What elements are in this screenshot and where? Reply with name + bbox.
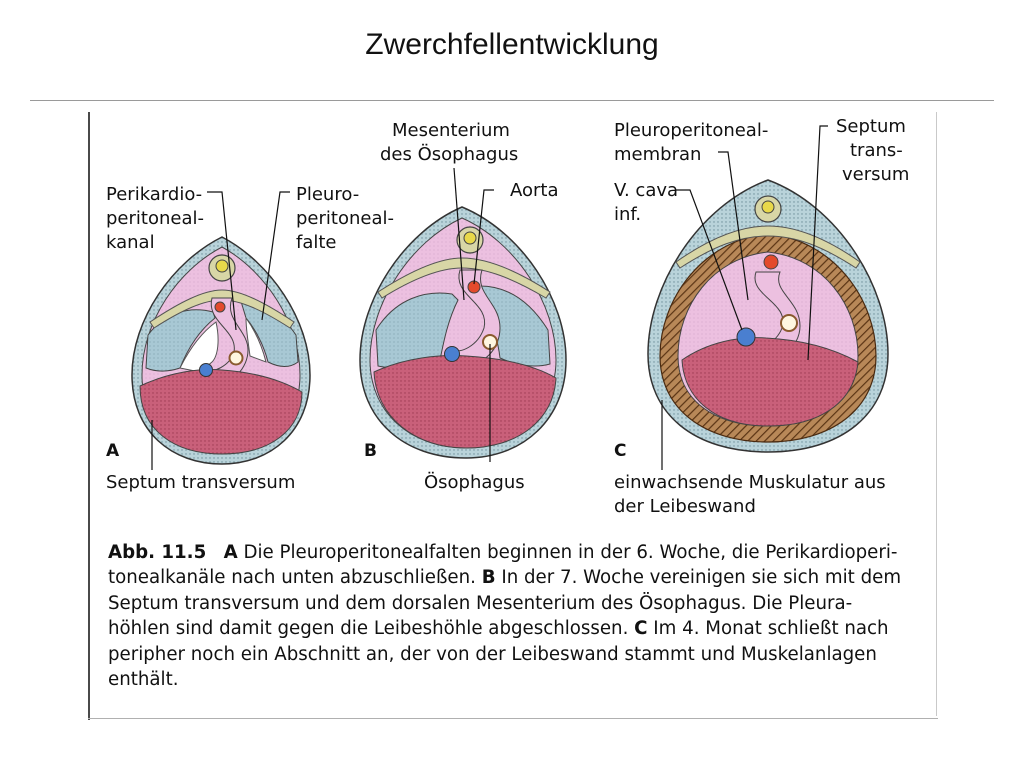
caption-marker-b: B bbox=[481, 567, 496, 589]
caption-line-4 bbox=[108, 616, 928, 641]
label-membran: Pleuroperitoneal- membran bbox=[614, 120, 769, 165]
caption-text: höhlen sind damit gegen die Leibeshöhle abgeschlossen. bbox=[108, 618, 635, 640]
label-vcava: V. cava inf. bbox=[614, 180, 679, 225]
panel-a-spinal-cord bbox=[216, 260, 228, 272]
panel-c-diagram bbox=[648, 180, 888, 452]
label-muskulatur: einwachsende Muskulatur aus der Leibeswand bbox=[614, 472, 886, 517]
panel-b-spinal-cord bbox=[464, 232, 476, 244]
caption-text: tonealkanäle nach unten abzuschließen. bbox=[108, 567, 482, 589]
caption-line-1 bbox=[108, 540, 928, 565]
label-perikard: Perikardio- peritoneal- kanal bbox=[106, 184, 204, 253]
caption-text: Die Pleuroperitonealfalten beginnen in der 6. Woche, die Perikardioperi- bbox=[237, 542, 898, 563]
caption-text: Septum transversum und dem dorsalen Mesenterium des Ösophagus. Die Pleura- bbox=[108, 592, 853, 614]
label-mesenterium: Mesenterium des Ösophagus bbox=[380, 120, 519, 165]
panel-a-diagram bbox=[132, 237, 310, 464]
panel-a-vena-cava bbox=[200, 364, 213, 377]
caption-line-5 bbox=[108, 642, 928, 667]
caption-line-3 bbox=[108, 591, 928, 616]
caption-text: Im 4. Monat schließt nach bbox=[647, 618, 889, 640]
panel-c-spinal-cord bbox=[762, 201, 774, 213]
caption-marker-c: C bbox=[634, 618, 648, 640]
panel-a-letter: A bbox=[106, 441, 120, 461]
caption-marker-a: A bbox=[223, 542, 238, 563]
panel-b-diagram bbox=[360, 207, 566, 458]
panel-c-aorta bbox=[764, 255, 778, 269]
panel-b-vena-cava bbox=[445, 347, 460, 362]
label-pleurofalte: Pleuro- peritoneal- falte bbox=[296, 184, 394, 253]
panel-c-letter: C bbox=[614, 441, 627, 461]
label-septum-a: Septum transversum bbox=[106, 472, 296, 493]
slide-title: Zwerchfellentwicklung bbox=[365, 28, 659, 61]
caption-line-6 bbox=[108, 667, 928, 692]
panel-b-letter: B bbox=[364, 441, 377, 461]
label-septum-c: Septum trans- versum bbox=[836, 116, 910, 185]
panel-a-oesophagus bbox=[230, 352, 243, 365]
caption-text: In der 7. Woche vereinigen sie sich mit dem bbox=[495, 567, 902, 589]
panel-a-aorta bbox=[215, 302, 225, 312]
caption-text: enthält. bbox=[108, 669, 179, 691]
label-aorta: Aorta bbox=[510, 180, 559, 201]
caption-line-2 bbox=[108, 565, 928, 590]
caption-text: peripher noch ein Abschnitt an, der von der Leibeswand stammt und Muskelanlagen bbox=[108, 643, 877, 665]
panel-c-oesophagus bbox=[781, 315, 797, 331]
panel-c-vena-cava bbox=[737, 328, 755, 346]
caption-figure-number: Abb. 11.5 bbox=[108, 542, 207, 563]
label-oesophagus: Ösophagus bbox=[424, 472, 525, 493]
figure-caption bbox=[108, 540, 928, 692]
